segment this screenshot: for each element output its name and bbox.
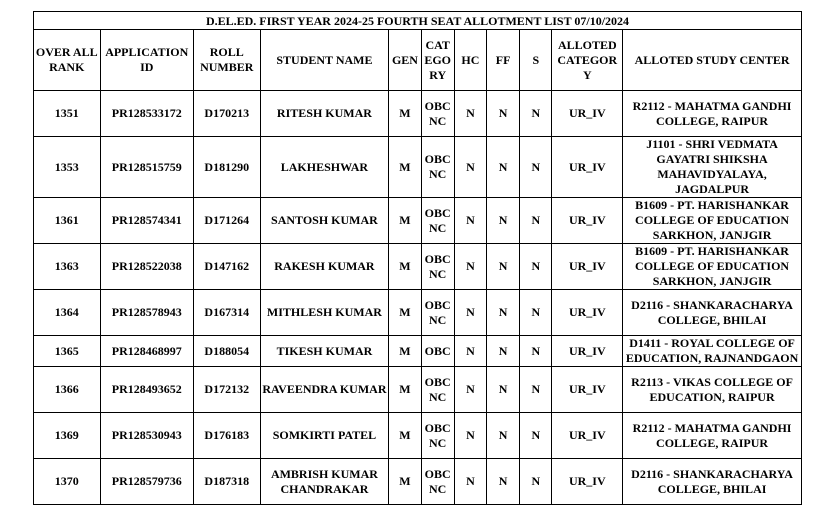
- cell-ff: N: [487, 137, 520, 198]
- cell-s: N: [520, 137, 552, 198]
- cell-roll-number: D181290: [194, 137, 261, 198]
- header-row: [34, 30, 802, 91]
- cell-ff: N: [487, 290, 520, 336]
- cell-roll-number: D187318: [194, 459, 261, 505]
- table-row: [34, 91, 802, 137]
- cell-study-center: D2116 - SHANKARACHARYA COLLEGE, BHILAI: [623, 290, 802, 336]
- cell-application-id: PR128533172: [100, 91, 194, 137]
- cell-alloted-category: UR_IV: [552, 244, 623, 290]
- cell-rank: 1366: [34, 367, 101, 413]
- header-category: CAT EGO RY: [421, 30, 454, 91]
- cell-application-id: PR128578943: [100, 290, 194, 336]
- cell-rank: 1363: [34, 244, 101, 290]
- cell-student-name: SOMKIRTI PATEL: [260, 413, 389, 459]
- cell-gender: M: [389, 367, 421, 413]
- header-s: S: [520, 30, 552, 91]
- table-row: [34, 244, 802, 290]
- header-alloted-category: ALLOTED CATEGOR Y: [552, 30, 623, 91]
- cell-gender: M: [389, 198, 421, 244]
- cell-category: OBC: [421, 336, 454, 367]
- cell-s: N: [520, 459, 552, 505]
- cell-ff: N: [487, 459, 520, 505]
- cell-s: N: [520, 91, 552, 137]
- cell-student-name: AMBRISH KUMAR CHANDRAKAR: [260, 459, 389, 505]
- cell-s: N: [520, 198, 552, 244]
- cell-roll-number: D147162: [194, 244, 261, 290]
- cell-alloted-category: UR_IV: [552, 198, 623, 244]
- cell-student-name: MITHLESH KUMAR: [260, 290, 389, 336]
- cell-category: OBC NC: [421, 244, 454, 290]
- table-row: [34, 137, 802, 198]
- cell-student-name: SANTOSH KUMAR: [260, 198, 389, 244]
- cell-application-id: PR128579736: [100, 459, 194, 505]
- cell-student-name: RITESH KUMAR: [260, 91, 389, 137]
- cell-application-id: PR128515759: [100, 137, 194, 198]
- allotment-table: [33, 11, 802, 505]
- cell-alloted-category: UR_IV: [552, 459, 623, 505]
- cell-s: N: [520, 413, 552, 459]
- cell-hc: N: [454, 413, 486, 459]
- cell-study-center: R2113 - VIKAS COLLEGE OF EDUCATION, RAIPUR: [623, 367, 802, 413]
- cell-rank: 1365: [34, 336, 101, 367]
- cell-rank: 1364: [34, 290, 101, 336]
- allotment-sheet: [33, 11, 802, 505]
- header-application-id: APPLICATION ID: [100, 30, 194, 91]
- cell-study-center: J1101 - SHRI VEDMATA GAYATRI SHIKSHA MAHAVIDYALAYA, JAGDALPUR: [623, 137, 802, 198]
- cell-application-id: PR128574341: [100, 198, 194, 244]
- cell-ff: N: [487, 413, 520, 459]
- header-study-center: ALLOTED STUDY CENTER: [623, 30, 802, 91]
- cell-rank: 1351: [34, 91, 101, 137]
- table-row: [34, 198, 802, 244]
- cell-roll-number: D167314: [194, 290, 261, 336]
- cell-s: N: [520, 336, 552, 367]
- cell-gender: M: [389, 290, 421, 336]
- cell-roll-number: D170213: [194, 91, 261, 137]
- cell-roll-number: D176183: [194, 413, 261, 459]
- cell-student-name: LAKHESHWAR: [260, 137, 389, 198]
- cell-category: OBC NC: [421, 459, 454, 505]
- cell-student-name: TIKESH KUMAR: [260, 336, 389, 367]
- cell-alloted-category: UR_IV: [552, 290, 623, 336]
- cell-student-name: RAKESH KUMAR: [260, 244, 389, 290]
- cell-gender: M: [389, 336, 421, 367]
- cell-ff: N: [487, 244, 520, 290]
- cell-application-id: PR128530943: [100, 413, 194, 459]
- cell-hc: N: [454, 244, 486, 290]
- cell-study-center: R2112 - MAHATMA GANDHI COLLEGE, RAIPUR: [623, 413, 802, 459]
- cell-ff: N: [487, 367, 520, 413]
- cell-gender: M: [389, 459, 421, 505]
- cell-roll-number: D188054: [194, 336, 261, 367]
- cell-gender: M: [389, 413, 421, 459]
- cell-alloted-category: UR_IV: [552, 137, 623, 198]
- header-gender: GEN: [389, 30, 421, 91]
- cell-alloted-category: UR_IV: [552, 413, 623, 459]
- cell-category: OBC NC: [421, 198, 454, 244]
- header-ff: FF: [487, 30, 520, 91]
- table-row: [34, 336, 802, 367]
- header-roll-number: ROLL NUMBER: [194, 30, 261, 91]
- cell-category: OBC NC: [421, 367, 454, 413]
- cell-ff: N: [487, 336, 520, 367]
- cell-hc: N: [454, 91, 486, 137]
- cell-roll-number: D172132: [194, 367, 261, 413]
- cell-hc: N: [454, 290, 486, 336]
- cell-s: N: [520, 367, 552, 413]
- header-rank: OVER ALL RANK: [34, 30, 101, 91]
- cell-hc: N: [454, 137, 486, 198]
- cell-student-name: RAVEENDRA KUMAR: [260, 367, 389, 413]
- cell-application-id: PR128493652: [100, 367, 194, 413]
- cell-gender: M: [389, 137, 421, 198]
- cell-study-center: D2116 - SHANKARACHARYA COLLEGE, BHILAI: [623, 459, 802, 505]
- table-row: [34, 459, 802, 505]
- header-student-name: STUDENT NAME: [260, 30, 389, 91]
- table-row: [34, 367, 802, 413]
- cell-alloted-category: UR_IV: [552, 367, 623, 413]
- cell-category: OBC NC: [421, 290, 454, 336]
- cell-alloted-category: UR_IV: [552, 336, 623, 367]
- cell-s: N: [520, 244, 552, 290]
- cell-study-center: B1609 - PT. HARISHANKAR COLLEGE OF EDUCATION SARKHON, JANJGIR: [623, 244, 802, 290]
- cell-hc: N: [454, 367, 486, 413]
- cell-application-id: PR128468997: [100, 336, 194, 367]
- cell-rank: 1370: [34, 459, 101, 505]
- cell-gender: M: [389, 91, 421, 137]
- table-row: [34, 413, 802, 459]
- cell-gender: M: [389, 244, 421, 290]
- cell-ff: N: [487, 91, 520, 137]
- cell-study-center: D1411 - ROYAL COLLEGE OF EDUCATION, RAJNANDGAON: [623, 336, 802, 367]
- cell-category: OBC NC: [421, 137, 454, 198]
- cell-hc: N: [454, 336, 486, 367]
- cell-roll-number: D171264: [194, 198, 261, 244]
- cell-rank: 1369: [34, 413, 101, 459]
- cell-study-center: B1609 - PT. HARISHANKAR COLLEGE OF EDUCATION SARKHON, JANJGIR: [623, 198, 802, 244]
- cell-s: N: [520, 290, 552, 336]
- cell-hc: N: [454, 198, 486, 244]
- cell-category: OBC NC: [421, 91, 454, 137]
- cell-study-center: R2112 - MAHATMA GANDHI COLLEGE, RAIPUR: [623, 91, 802, 137]
- cell-alloted-category: UR_IV: [552, 91, 623, 137]
- cell-ff: N: [487, 198, 520, 244]
- table-title: D.EL.ED. FIRST YEAR 2024-25 FOURTH SEAT ALLOTMENT LIST 07/10/2024: [34, 12, 802, 30]
- header-hc: HC: [454, 30, 486, 91]
- table-row: [34, 290, 802, 336]
- cell-category: OBC NC: [421, 413, 454, 459]
- cell-rank: 1361: [34, 198, 101, 244]
- cell-hc: N: [454, 459, 486, 505]
- cell-application-id: PR128522038: [100, 244, 194, 290]
- cell-rank: 1353: [34, 137, 101, 198]
